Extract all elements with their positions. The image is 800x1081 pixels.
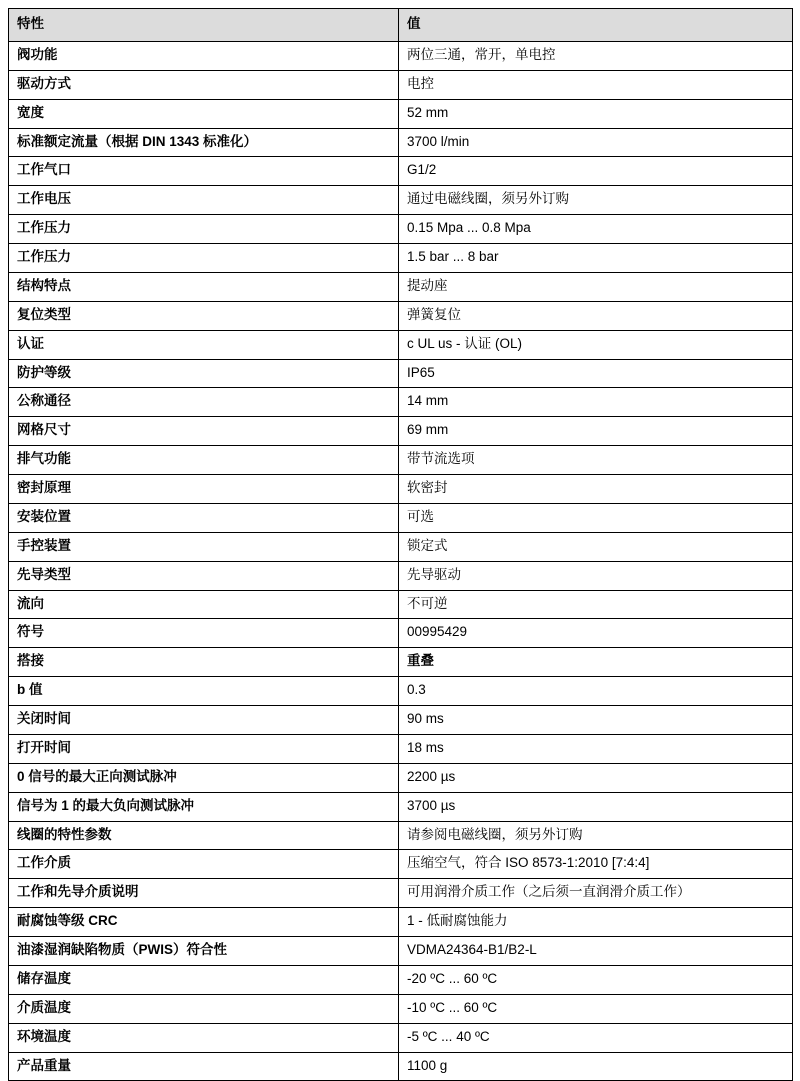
column-header-feature: 特性 xyxy=(9,9,399,42)
table-row xyxy=(9,330,793,359)
table-row xyxy=(9,359,793,388)
cell-feature: 驱动方式 xyxy=(9,70,399,99)
cell-value: 14 mm xyxy=(399,388,793,417)
table-row xyxy=(9,70,793,99)
table-row xyxy=(9,706,793,735)
table-row xyxy=(9,763,793,792)
table-row xyxy=(9,475,793,504)
cell-value: 1.5 bar ... 8 bar xyxy=(399,244,793,273)
cell-value: 00995429 xyxy=(399,619,793,648)
cell-value: 90 ms xyxy=(399,706,793,735)
cell-feature: 0 信号的最大正向测试脉冲 xyxy=(9,763,399,792)
cell-value: 1 - 低耐腐蚀能力 xyxy=(399,908,793,937)
cell-feature: 工作压力 xyxy=(9,244,399,273)
cell-feature: 宽度 xyxy=(9,99,399,128)
cell-value: 电控 xyxy=(399,70,793,99)
cell-value: 弹簧复位 xyxy=(399,301,793,330)
cell-feature: 手控装置 xyxy=(9,532,399,561)
cell-feature: 结构特点 xyxy=(9,272,399,301)
cell-feature: 阀功能 xyxy=(9,41,399,70)
cell-value: 18 ms xyxy=(399,734,793,763)
cell-value: 带节流选项 xyxy=(399,446,793,475)
table-row xyxy=(9,850,793,879)
table-row xyxy=(9,1023,793,1052)
table-row xyxy=(9,417,793,446)
cell-feature: 搭接 xyxy=(9,648,399,677)
cell-feature: b 值 xyxy=(9,677,399,706)
cell-value: 先导驱动 xyxy=(399,561,793,590)
cell-feature: 密封原理 xyxy=(9,475,399,504)
cell-value: 0.15 Mpa ... 0.8 Mpa xyxy=(399,215,793,244)
cell-feature: 符号 xyxy=(9,619,399,648)
cell-feature: 复位类型 xyxy=(9,301,399,330)
cell-feature: 标准额定流量（根据 DIN 1343 标准化） xyxy=(9,128,399,157)
table-row xyxy=(9,965,793,994)
cell-value: 重叠 xyxy=(399,648,793,677)
cell-feature: 安装位置 xyxy=(9,503,399,532)
table-row xyxy=(9,532,793,561)
cell-value: 请参阅电磁线圈，须另外订购 xyxy=(399,821,793,850)
cell-feature: 网格尺寸 xyxy=(9,417,399,446)
table-row xyxy=(9,677,793,706)
table-row xyxy=(9,157,793,186)
table-row xyxy=(9,821,793,850)
table-row xyxy=(9,41,793,70)
cell-value: G1/2 xyxy=(399,157,793,186)
cell-feature: 耐腐蚀等级 CRC xyxy=(9,908,399,937)
table-row xyxy=(9,648,793,677)
cell-value: 2200 µs xyxy=(399,763,793,792)
cell-value: 提动座 xyxy=(399,272,793,301)
cell-feature: 防护等级 xyxy=(9,359,399,388)
cell-feature: 工作电压 xyxy=(9,186,399,215)
cell-feature: 公称通径 xyxy=(9,388,399,417)
cell-value: IP65 xyxy=(399,359,793,388)
table-row xyxy=(9,215,793,244)
cell-value: VDMA24364-B1/B2-L xyxy=(399,937,793,966)
table-row xyxy=(9,590,793,619)
cell-value: 0.3 xyxy=(399,677,793,706)
specification-table xyxy=(8,8,793,1081)
cell-value: 69 mm xyxy=(399,417,793,446)
cell-feature: 打开时间 xyxy=(9,734,399,763)
table-row xyxy=(9,388,793,417)
table-row xyxy=(9,792,793,821)
column-header-value: 值 xyxy=(399,9,793,42)
table-row xyxy=(9,908,793,937)
cell-feature: 流向 xyxy=(9,590,399,619)
cell-value: 52 mm xyxy=(399,99,793,128)
cell-value: -20 ºC ... 60 ºC xyxy=(399,965,793,994)
table-row xyxy=(9,561,793,590)
table-row xyxy=(9,301,793,330)
cell-feature: 排气功能 xyxy=(9,446,399,475)
table-row xyxy=(9,244,793,273)
table-row xyxy=(9,186,793,215)
cell-feature: 储存温度 xyxy=(9,965,399,994)
cell-feature: 油漆湿润缺陷物质（PWIS）符合性 xyxy=(9,937,399,966)
cell-value: -10 ºC ... 60 ºC xyxy=(399,994,793,1023)
cell-feature: 关闭时间 xyxy=(9,706,399,735)
table-header-row xyxy=(9,9,793,42)
cell-value: -5 ºC ... 40 ºC xyxy=(399,1023,793,1052)
cell-value: 可选 xyxy=(399,503,793,532)
cell-value: 可用润滑介质工作（之后须一直润滑介质工作） xyxy=(399,879,793,908)
cell-feature: 产品重量 xyxy=(9,1052,399,1081)
table-row xyxy=(9,994,793,1023)
cell-value: 锁定式 xyxy=(399,532,793,561)
table-body xyxy=(9,41,793,1081)
cell-feature: 环境温度 xyxy=(9,1023,399,1052)
cell-feature: 工作压力 xyxy=(9,215,399,244)
cell-feature: 先导类型 xyxy=(9,561,399,590)
cell-value: 压缩空气，符合 ISO 8573-1:2010 [7:4:4] xyxy=(399,850,793,879)
table-row xyxy=(9,1052,793,1081)
cell-value: 不可逆 xyxy=(399,590,793,619)
cell-value: 软密封 xyxy=(399,475,793,504)
table-row xyxy=(9,503,793,532)
table-row xyxy=(9,446,793,475)
cell-feature: 工作气口 xyxy=(9,157,399,186)
cell-feature: 认证 xyxy=(9,330,399,359)
cell-feature: 工作介质 xyxy=(9,850,399,879)
table-row xyxy=(9,879,793,908)
cell-value: 通过电磁线圈，须另外订购 xyxy=(399,186,793,215)
table-header xyxy=(9,9,793,42)
table-row xyxy=(9,128,793,157)
cell-value: 1100 g xyxy=(399,1052,793,1081)
cell-value: 3700 µs xyxy=(399,792,793,821)
table-row xyxy=(9,734,793,763)
cell-feature: 工作和先导介质说明 xyxy=(9,879,399,908)
cell-value: c UL us - 认证 (OL) xyxy=(399,330,793,359)
table-row xyxy=(9,272,793,301)
cell-feature: 线圈的特性参数 xyxy=(9,821,399,850)
cell-feature: 介质温度 xyxy=(9,994,399,1023)
table-row xyxy=(9,99,793,128)
cell-value: 两位三通，常开，单电控 xyxy=(399,41,793,70)
table-row xyxy=(9,619,793,648)
cell-value: 3700 l/min xyxy=(399,128,793,157)
table-row xyxy=(9,937,793,966)
cell-feature: 信号为 1 的最大负向测试脉冲 xyxy=(9,792,399,821)
